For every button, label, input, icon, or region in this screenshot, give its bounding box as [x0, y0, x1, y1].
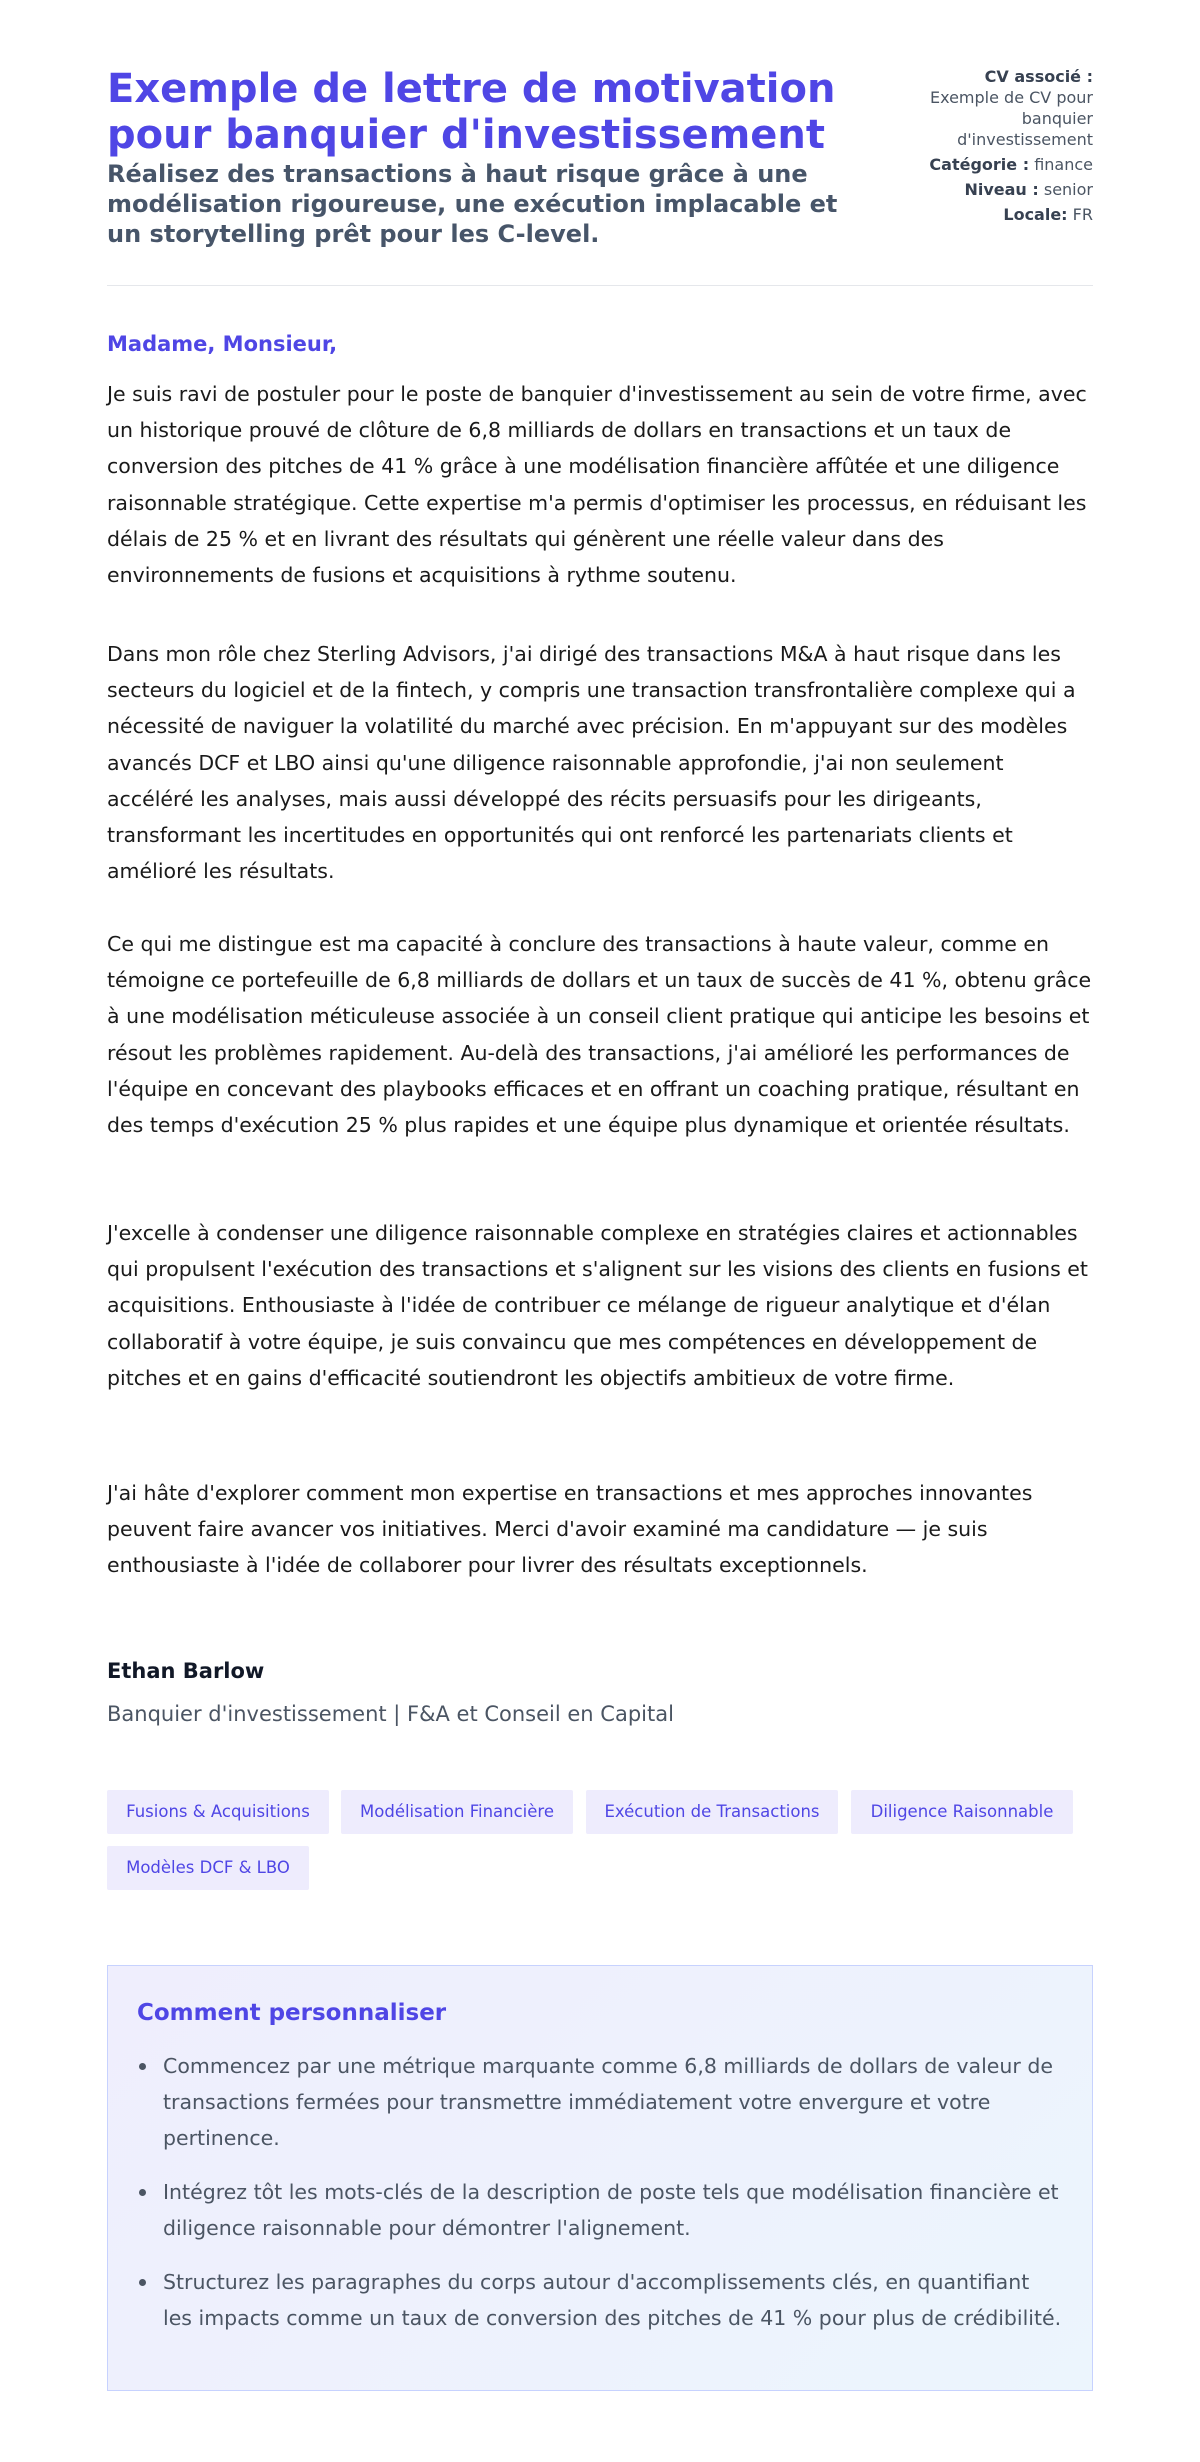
tip-text: Intégrez tôt les mots-clés de la description de poste tels que modélisation financière et diligence raisonnable pour démontrer l'alignement. [163, 2180, 1059, 2241]
meta-level [893, 179, 1093, 200]
letter-paragraph: J'excelle à condenser une diligence raisonnable complexe en stratégies claires et actionnables qui propulsent l'exécution des transactions et s'alignent sur les visions des clients en fusions et acquisitions. Enthousiaste à l'idée de contribuer ce mélange de rigueur analytique et d'élan collaboratif à votre équipe, je suis convaincu que mes compétences en développement de pitches et en gains d'efficacité soutiendront les objectifs ambitieux de votre firme. [107, 1221, 1088, 1390]
meta-cv [893, 66, 1093, 150]
meta-level-label: Niveau : [964, 180, 1039, 199]
tip-item [163, 2048, 1063, 2157]
skill-tag: Modèles DCF & LBO [107, 1846, 309, 1890]
letter-paragraph: Dans mon rôle chez Sterling Advisors, j'ai dirigé des transactions M&A à haut risque dans les secteurs du logiciel et de la fintech, y compris une transaction transfrontalière complexe qui a nécessité de naviguer la volatilité du marché avec précision. En m'appuyant sur des modèles avancés DCF et LBO ainsi qu'une diligence raisonnable approfondie, j'ai non seulement accéléré les analyses, mais aussi développé des récits persuasifs pour les dirigeants, transformant les incertitudes en opportunités qui ont renforcé les partenariats clients et amélioré les résultats. [107, 642, 1076, 884]
signature-title: Banquier d'investissement | F&A et Conseil en Capital [107, 1702, 674, 1726]
letter-paragraph: Ce qui me distingue est ma capacité à conclure des transactions à haute valeur, comme en témoigne ce portefeuille de 6,8 milliards de dollars et un taux de succès de 41 %, obtenu grâce à une modélisation méticuleuse associée à un conseil client pratique qui anticipe les besoins et résout les problèmes rapidement. Au-delà des transactions, j'ai amélioré les performances de l'équipe en concevant des playbooks efficaces et en offrant un coaching pratique, résultant en des temps d'exécution 25 % plus rapides et une équipe plus dynamique et orientée résultats. [107, 932, 1092, 1138]
page-title: Exemple de lettre de motivation pour banquier d'investissement [107, 66, 836, 158]
meta-panel [893, 66, 1093, 229]
customization-tips [107, 1965, 1093, 2391]
tip-item [163, 2264, 1063, 2336]
meta-locale-value: FR [1072, 205, 1093, 224]
meta-category-label: Catégorie : [929, 155, 1030, 174]
skill-tag: Fusions & Acquisitions [107, 1790, 329, 1834]
tips-title: Comment personnaliser [137, 2000, 447, 2026]
meta-locale [893, 204, 1093, 225]
meta-cv-link[interactable]: Exemple de CV pour banquier d'investissement [930, 88, 1093, 149]
meta-locale-label: Locale: [1003, 205, 1068, 224]
bullet-icon [139, 2063, 146, 2070]
tip-item [163, 2174, 1063, 2246]
bullet-icon [139, 2189, 146, 2196]
tip-text: Structurez les paragraphes du corps autour d'accomplissements clés, en quantifiant les impacts comme un taux de conversion des pitches de 41 % pour plus de crédibilité. [163, 2270, 1062, 2331]
cover-letter-page [107, 0, 1093, 2331]
meta-category-value: finance [1034, 155, 1093, 174]
meta-category [893, 154, 1093, 175]
letter-greeting: Madame, Monsieur, [107, 332, 338, 356]
signature-name: Ethan Barlow [107, 1659, 265, 1683]
page-header [107, 0, 1093, 286]
meta-cv-label: CV associé : [984, 67, 1093, 86]
letter-paragraph: J'ai hâte d'explorer comment mon expertise en transactions et mes approches innovantes peuvent faire avancer vos initiatives. Merci d'avoir examiné ma candidature — je suis enthousiaste à l'idée de collaborer pour livrer des résultats exceptionnels. [107, 1481, 1033, 1578]
meta-level-value: senior [1043, 180, 1093, 199]
tip-text: Commencez par une métrique marquante comme 6,8 milliards de dollars de valeur de transactions fermées pour transmettre immédiatement votre envergure et votre pertinence. [163, 2054, 1053, 2151]
page-subtitle: Réalisez des transactions à haut risque grâce à une modélisation rigoureuse, une exécution implacable et un storytelling prêt pour les C-level. [107, 160, 838, 248]
skill-tag: Exécution de Transactions [586, 1790, 838, 1834]
letter-paragraph: Je suis ravi de postuler pour le poste de banquier d'investissement au sein de votre firme, avec un historique prouvé de clôture de 6,8 milliards de dollars en transactions et un taux de conversion des pitches de 41 % grâce à une modélisation financière affûtée et une diligence raisonnable stratégique. Cette expertise m'a permis d'optimiser les processus, en réduisant les délais de 25 % et en livrant des résultats qui génèrent une réelle valeur dans des environnements de fusions et acquisitions à rythme soutenu. [107, 382, 1087, 588]
bullet-icon [139, 2279, 146, 2286]
skill-tag: Diligence Raisonnable [851, 1790, 1073, 1834]
skill-tag: Modélisation Financière [341, 1790, 573, 1834]
